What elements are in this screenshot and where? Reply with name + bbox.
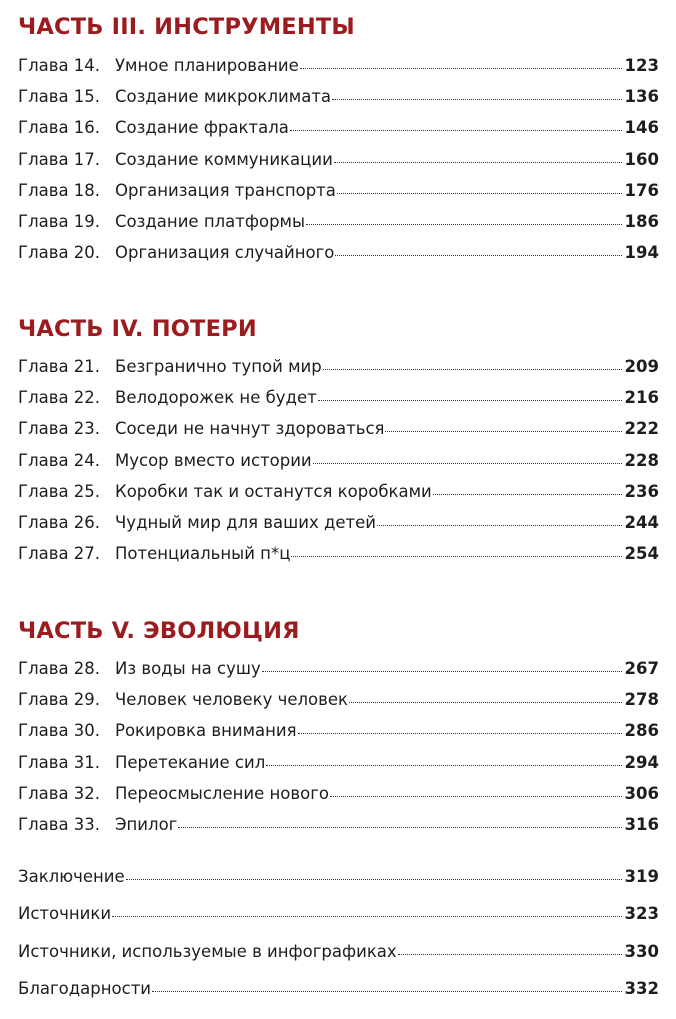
page-number: 330 (624, 941, 659, 961)
toc-entry[interactable] (18, 245, 659, 276)
page-number: 319 (624, 867, 659, 886)
toc-entry[interactable] (18, 661, 659, 692)
chapter-number: Глава 14. (18, 56, 101, 75)
dot-leader (298, 733, 622, 734)
chapter-number: Глава 19. (18, 211, 101, 231)
chapter-number: Глава 15. (18, 87, 101, 107)
page-number: 222 (624, 419, 659, 439)
dot-leader (126, 879, 622, 880)
page-number: 286 (624, 721, 659, 741)
toc-entry[interactable] (18, 120, 659, 151)
chapter-title: Потенциальный п*ц (115, 544, 291, 564)
chapter-title: Человек человеку человек (115, 690, 348, 710)
section-title: Источники, используемые в инфографиках (18, 941, 397, 961)
page-number: 254 (624, 544, 659, 564)
chapter-title: Чудный мир для ваших детей (115, 512, 376, 532)
page-number: 194 (624, 243, 659, 263)
back-matter-list (18, 869, 659, 1018)
toc-entry[interactable] (18, 978, 659, 1018)
chapter-title: Велодорожек не будет (115, 388, 317, 408)
chapter-title: Соседи не начнут здороваться (115, 419, 385, 439)
toc-entry[interactable] (18, 89, 659, 120)
dot-leader (290, 130, 622, 131)
toc-entry[interactable] (18, 450, 659, 484)
page-number: 209 (624, 357, 659, 376)
page-number: 123 (624, 56, 659, 75)
dot-leader (385, 431, 621, 432)
dot-leader (152, 991, 622, 992)
chapter-title: Создание микроклимата (115, 87, 332, 107)
toc-entry[interactable] (18, 390, 659, 421)
chapter-title: Создание платформы (115, 211, 306, 231)
page-number: 228 (624, 450, 659, 470)
chapter-title: Мусор вместо истории (115, 450, 312, 470)
toc-entry[interactable] (18, 512, 659, 546)
page-number: 216 (624, 388, 659, 408)
page-number: 176 (624, 180, 659, 200)
section-title: Заключение (18, 867, 125, 886)
dot-leader (377, 525, 622, 526)
toc-entry[interactable] (18, 180, 659, 214)
dot-leader (306, 224, 622, 225)
page-number: 294 (624, 752, 659, 772)
page-number: 160 (624, 149, 659, 169)
section-title: Источники (18, 904, 112, 924)
chapter-number: Глава 24. (18, 450, 101, 470)
chapter-number: Глава 22. (18, 388, 101, 408)
chapter-number: Глава 29. (18, 690, 101, 710)
chapter-title: Организация транспорта (115, 180, 336, 200)
toc-entry[interactable] (18, 814, 659, 848)
chapter-title: Перетекание сил (115, 752, 266, 772)
dot-leader (266, 765, 621, 766)
chapter-number: Глава 20. (18, 243, 101, 263)
toc-entry[interactable] (18, 723, 659, 754)
chapter-title: Создание фрактала (115, 118, 289, 138)
chapter-number: Глава 16. (18, 118, 101, 138)
chapter-number: Глава 30. (18, 721, 101, 741)
dot-leader (178, 827, 621, 828)
chapter-number: Глава 23. (18, 419, 101, 439)
page-number: 316 (624, 814, 659, 834)
chapter-number: Глава 32. (18, 783, 101, 803)
part-heading: ЧАСТЬ V. ЭВОЛЮЦИЯ (18, 618, 300, 644)
chapter-number: Глава 27. (18, 544, 101, 564)
chapter-title: Переосмысление нового (115, 783, 329, 803)
chapter-number: Глава 28. (18, 659, 101, 678)
page-number: 267 (624, 659, 659, 678)
page-number: 244 (624, 512, 659, 532)
dot-leader (349, 702, 622, 703)
dot-leader (291, 556, 621, 557)
toc-entry[interactable] (18, 149, 659, 183)
part-chapter-list (18, 661, 659, 848)
chapter-number: Глава 18. (18, 180, 101, 200)
dot-leader (337, 193, 622, 194)
page-number: 146 (624, 118, 659, 138)
page-number: 306 (624, 783, 659, 803)
chapter-number: Глава 31. (18, 752, 101, 772)
toc-entry[interactable] (18, 752, 659, 786)
chapter-title: Создание коммуникации (115, 149, 333, 169)
chapter-number: Глава 33. (18, 814, 101, 834)
chapter-number: Глава 25. (18, 481, 101, 501)
chapter-number: Глава 21. (18, 357, 101, 376)
page-number: 278 (624, 690, 659, 710)
chapter-title: Из воды на сушу (115, 659, 261, 678)
chapter-title: Эпилог (115, 814, 178, 834)
dot-leader (323, 369, 622, 370)
toc-entry[interactable] (18, 783, 659, 817)
dot-leader (262, 671, 622, 672)
part-chapter-list (18, 359, 659, 577)
dot-leader (300, 68, 622, 69)
dot-leader (330, 796, 622, 797)
toc-entry[interactable] (18, 58, 659, 89)
page-number: 186 (624, 211, 659, 231)
dot-leader (334, 162, 622, 163)
chapter-title: Безгранично тупой мир (115, 357, 322, 376)
dot-leader (332, 99, 622, 100)
part-chapter-list (18, 58, 659, 276)
page-number: 136 (624, 87, 659, 107)
toc-entry[interactable] (18, 359, 659, 390)
dot-leader (313, 463, 622, 464)
toc-entry[interactable] (18, 546, 659, 577)
dot-leader (433, 494, 622, 495)
chapter-title: Организация случайного (115, 243, 335, 263)
toc-entry[interactable] (18, 481, 659, 515)
chapter-number: Глава 17. (18, 149, 101, 169)
dot-leader (398, 954, 622, 955)
section-title: Благодарности (18, 978, 152, 998)
chapter-title: Коробки так и останутся коробками (115, 481, 432, 501)
part-heading: ЧАСТЬ IV. ПОТЕРИ (18, 316, 257, 342)
chapter-number: Глава 26. (18, 512, 101, 532)
page-number: 236 (624, 481, 659, 501)
toc-entry[interactable] (18, 869, 659, 906)
toc-entry[interactable] (18, 421, 659, 452)
dot-leader (318, 400, 622, 401)
toc-entry[interactable] (18, 692, 659, 723)
page-number: 332 (624, 978, 659, 998)
toc-entry[interactable] (18, 906, 659, 943)
toc-entry[interactable] (18, 941, 659, 981)
chapter-title: Рокировка внимания (115, 721, 297, 741)
part-heading: ЧАСТЬ III. ИНСТРУМЕНТЫ (18, 14, 355, 40)
dot-leader (112, 916, 621, 917)
toc-entry[interactable] (18, 211, 659, 245)
chapter-title: Умное планирование (115, 56, 299, 75)
dot-leader (335, 255, 621, 256)
page-number: 323 (624, 904, 659, 924)
